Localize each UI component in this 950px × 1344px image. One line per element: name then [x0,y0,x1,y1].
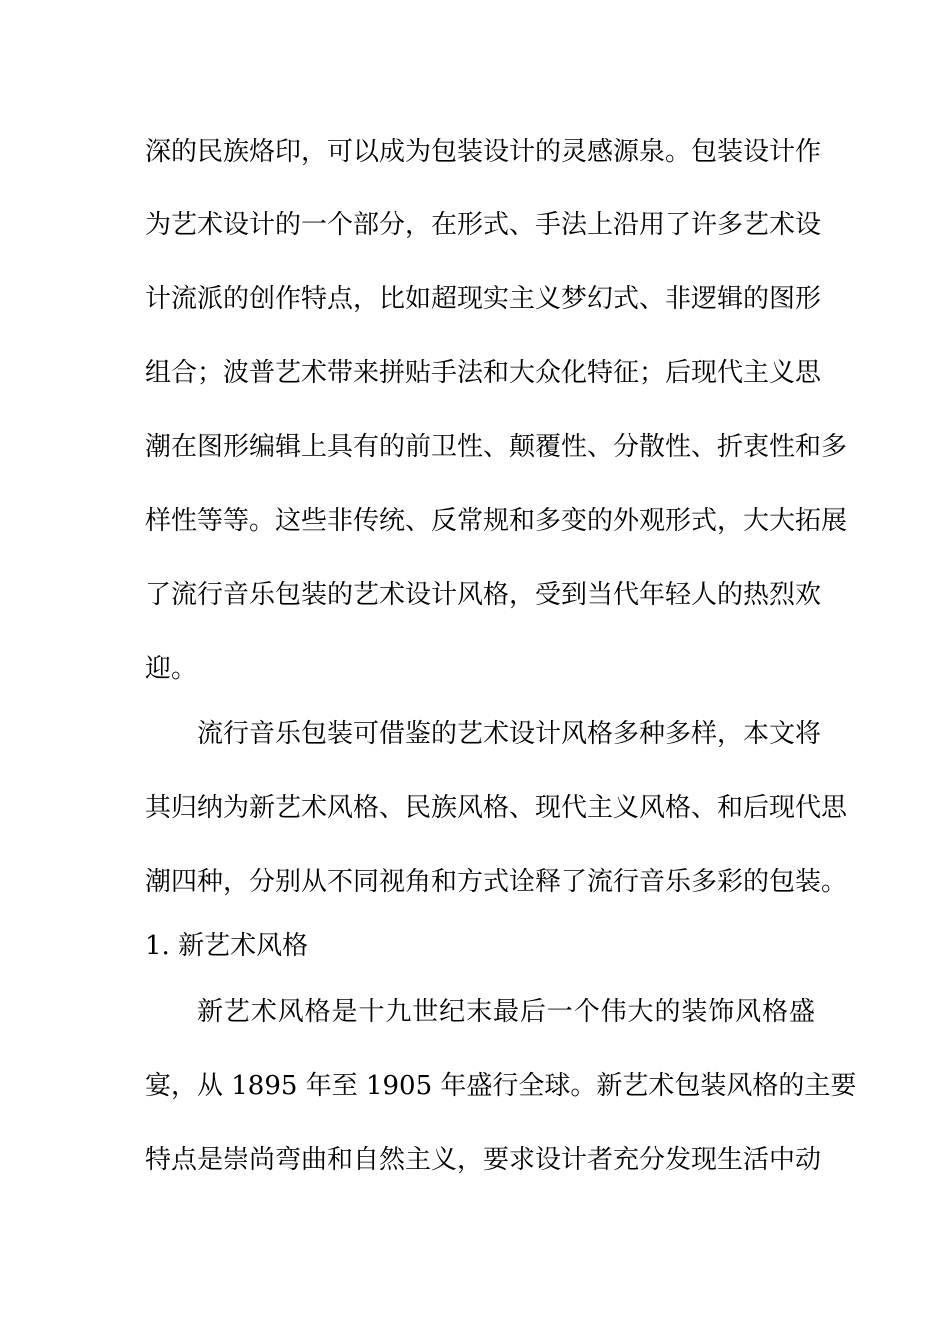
paragraph-first-line: 流行音乐包装可借鉴的艺术设计风格多种多样，本文将 [197,719,822,749]
paragraph-line: 宴，从 1895 年至 1905 年盛行全球。新艺术包装风格的主要 [145,1071,857,1101]
paragraph-line: 深的民族烙印，可以成为包装设计的灵感源泉。包装设计作 [145,137,822,167]
paragraph-line: 潮在图形编辑上具有的前卫性、颠覆性、分散性、折衷性和多 [145,432,848,462]
paragraph-line: 特点是崇尚弯曲和自然主义，要求设计者充分发现生活中动 [145,1145,822,1175]
paragraph-line: 了流行音乐包装的艺术设计风格，受到当代年轻人的热烈欢 [145,580,822,610]
paragraph-line: 迎。 [145,654,198,684]
paragraph-line: 其归纳为新艺术风格、民族风格、现代主义风格、和后现代思 [145,793,848,823]
paragraph-line: 组合；波普艺术带来拼贴手法和大众化特征；后现代主义思 [145,358,822,388]
paragraph-line: 计流派的创作特点，比如超现实主义梦幻式、非逻辑的图形 [145,284,822,314]
paragraph-line: 潮四种，分别从不同视角和方式诠释了流行音乐多彩的包装。 [145,867,848,897]
paragraph-line: 样性等等。这些非传统、反常规和多变的外观形式，大大拓展 [145,506,848,536]
paragraph-line: 为艺术设计的一个部分，在形式、手法上沿用了许多艺术设 [145,210,822,240]
paragraph-first-line: 新艺术风格是十九世纪末最后一个伟大的装饰风格盛 [197,997,815,1027]
section-heading: 1. 新艺术风格 [145,931,309,961]
